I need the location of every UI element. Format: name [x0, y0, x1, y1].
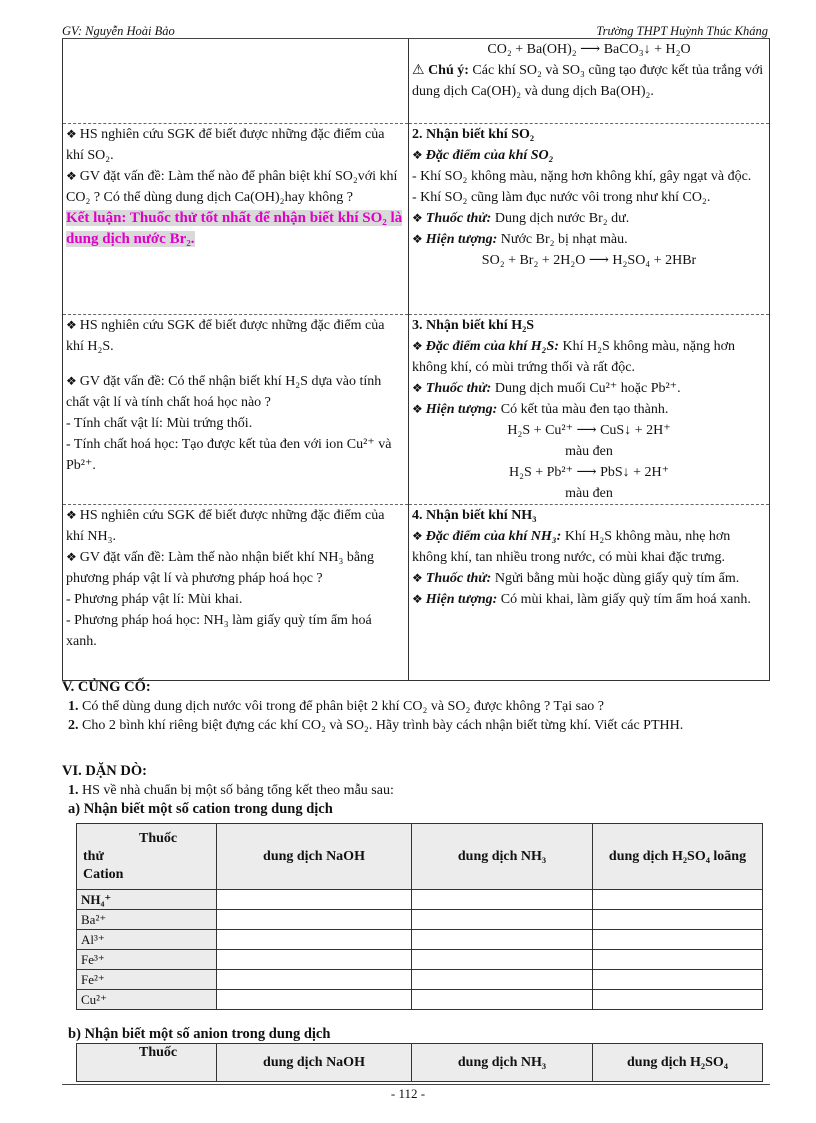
subsection-heading: 4. Nhận biết khí NH₃: [412, 507, 537, 523]
corner-cell: [77, 824, 217, 890]
key-item: [412, 568, 766, 589]
key-label: Thuốc thử:: [425, 210, 492, 226]
bullet-text: GV đặt vấn đề: Có thể nhận biết khí H₂S dựa vào tính chất vật lí và tính chất hoá học nào ?: [66, 373, 382, 410]
item-number: 1.: [68, 783, 79, 798]
key-text: Có mùi khai, làm giấy quỳ tím ẩm hoá xanh.: [497, 591, 751, 607]
table-a-title: a) Nhận biết một số cation trong dung dịch: [68, 801, 333, 817]
key-label: Đặc điểm của khí SO₂: [425, 147, 554, 163]
paragraph: - Khí SO₂ không màu, nặng hơn không khí, gây ngạt và độc.: [412, 168, 752, 184]
conclusion-text: Kết luận: Thuốc thử tốt nhất để nhận biết khí SO₂ là dung dịch nước Br₂.: [66, 209, 403, 247]
bullet-item: [66, 505, 405, 547]
anion-table: [76, 1043, 763, 1082]
section-homework: [62, 762, 772, 819]
diamond-bullet-icon: ❖: [412, 338, 426, 353]
subsection-heading: 3. Nhận biết khí H₂S: [412, 317, 535, 333]
key-item: [412, 399, 766, 420]
review-item-1: [62, 697, 772, 716]
spacer: [66, 357, 405, 371]
equation: H₂S + Pb²⁺ ⟶ PbS↓ + 2H⁺: [508, 464, 670, 480]
footer-rule: [62, 1084, 770, 1085]
cation-row: [77, 890, 763, 910]
diamond-bullet-icon: ❖: [412, 380, 426, 395]
key-text: Dung dịch nước Br₂ dư.: [491, 210, 630, 226]
bullet-text: HS nghiên cứu SGK để biết được những đặc điểm của khí H₂S.: [66, 317, 385, 354]
key-item: [412, 208, 766, 229]
item-number: 1.: [68, 699, 79, 714]
cation-row: [77, 970, 763, 990]
page-number: - 112 -: [390, 1086, 426, 1101]
diamond-bullet-icon: ❖: [66, 317, 80, 332]
key-label: Thuốc thử:: [425, 380, 492, 396]
col-header: dung dịch H₂SO₄: [593, 1044, 763, 1082]
bullet-item: [66, 315, 405, 357]
key-label: Hiện tượng:: [425, 591, 498, 607]
table-b-title: b) Nhận biết một số anion trong dung dịch: [68, 1026, 331, 1042]
key-label: Thuốc thử:: [425, 570, 492, 586]
lesson-row: [63, 39, 770, 123]
key-text: Ngửi bằng mùi hoặc dùng giấy quỳ tím ẩm.: [491, 570, 740, 586]
key-item: [412, 229, 766, 250]
content-cell: [409, 504, 770, 680]
cation-header-row: [77, 824, 763, 890]
bullet-item: [66, 166, 405, 208]
section-title: VI. DẶN DÒ:: [62, 763, 147, 779]
lesson-row: [63, 504, 770, 680]
paragraph: - Phương pháp vật lí: Mùi khai.: [66, 591, 243, 607]
subsection-heading: 2. Nhận biết khí SO₂: [412, 126, 535, 142]
key-label: Đặc điểm của khí NH₃:: [425, 528, 562, 544]
key-item: [412, 336, 766, 378]
lesson-row: [63, 123, 770, 314]
diamond-bullet-icon: ❖: [412, 570, 426, 585]
key-item: [412, 378, 766, 399]
col-header: dung dịch H₂SO₄ loãng: [593, 824, 763, 890]
paragraph: - Tính chất hoá học: Tạo được kết tủa đen với ion Cu²⁺ và Pb²⁺.: [66, 436, 392, 473]
col-header: dung dịch NH₃: [412, 1044, 593, 1082]
equation: CO₂ + Ba(OH)₂ ⟶ BaCO₃↓ + H₂O: [487, 42, 691, 57]
warning-icon: ⚠: [412, 63, 429, 78]
anion-header-row: [77, 1044, 763, 1082]
equation-note: màu đen: [565, 443, 613, 459]
key-item: [412, 145, 766, 166]
teacher-name: GV: Nguyễn Hoài Bảo: [62, 24, 175, 38]
paragraph: - Phương pháp hoá học: NH₃ làm giấy quỳ tím ẩm hoá xanh.: [66, 612, 372, 649]
item-text: Có thể dùng dung dịch nước vôi trong để phân biệt 2 khí CO₂ và SO₂ được không ? Tại sao ?: [82, 699, 605, 714]
item-text: Cho 2 bình khí riêng biệt đựng các khí CO₂ và SO₂. Hãy trình bày cách nhận biết từng khí. Viết các PTHH.: [82, 718, 684, 733]
corner-bot: Cation: [83, 866, 124, 882]
cation-row: [77, 990, 763, 1010]
equation: H₂S + Cu²⁺ ⟶ CuS↓ + 2H⁺: [507, 422, 671, 438]
key-text: Khí H₂S không màu, nặng hơn không khí, có mùi trứng thối và rất độc.: [412, 338, 735, 375]
cation-table: [76, 823, 763, 1010]
key-text: Có kết tủa màu đen tạo thành.: [497, 401, 669, 417]
key-label: Đặc điểm của khí H₂S:: [425, 338, 559, 354]
corner-top: Thuốc: [139, 830, 178, 846]
cation-label: Fe²⁺: [77, 970, 217, 990]
bullet-item: [66, 371, 405, 413]
note-label: Chú ý:: [428, 63, 469, 78]
bullet-item: [66, 547, 405, 589]
diamond-bullet-icon: ❖: [66, 549, 80, 564]
bullet-text: GV đặt vấn đề: Làm thế nào để phân biệt khí SO₂với khí CO₂ ? Có thể dùng dung dịch Ca(OH)₂hay không ?: [66, 168, 398, 205]
item-text: HS về nhà chuẩn bị một số bảng tổng kết theo mẫu sau:: [82, 783, 394, 798]
key-item: [412, 526, 766, 568]
bullet-text: GV đặt vấn đề: Làm thế nào nhận biết khí NH₃ bằng phương pháp vật lí và phương pháp hoá học ?: [66, 549, 375, 586]
diamond-bullet-icon: ❖: [66, 507, 80, 522]
equation: SO₂ + Br₂ + 2H₂O ⟶ H₂SO₄ + 2HBr: [481, 252, 697, 268]
activity-cell: [63, 123, 409, 314]
activity-cell: [63, 39, 409, 123]
col-header: dung dịch NaOH: [217, 1044, 412, 1082]
col-header: dung dịch NH₃: [412, 824, 593, 890]
key-item: [412, 589, 766, 610]
cation-label: Al³⁺: [77, 930, 217, 950]
diamond-bullet-icon: ❖: [66, 168, 80, 183]
corner-cell: Thuốc: [77, 1044, 217, 1082]
cation-label: Cu²⁺: [77, 990, 217, 1010]
cation-row: [77, 950, 763, 970]
key-text: Khí H₂S không màu, nhẹ hơn không khí, tan nhiều trong nước, có mùi khai đặc trưng.: [412, 528, 731, 565]
diamond-bullet-icon: ❖: [412, 147, 426, 162]
diamond-bullet-icon: ❖: [66, 126, 80, 141]
bullet-item: [66, 124, 405, 166]
content-cell: [409, 314, 770, 504]
bullet-text: HS nghiên cứu SGK để biết được những đặc điểm của khí SO₂.: [66, 126, 385, 163]
cation-label: NH₄⁺: [77, 890, 217, 910]
section-review: [62, 678, 772, 735]
lesson-table: [62, 39, 770, 681]
activity-cell: [63, 314, 409, 504]
school-name: Trường THPT Huỳnh Thúc Kháng: [596, 24, 768, 38]
activity-cell: [63, 504, 409, 680]
diamond-bullet-icon: ❖: [412, 591, 426, 606]
equation-note: màu đen: [565, 485, 613, 501]
item-number: 2.: [68, 718, 79, 733]
content-cell: [409, 39, 770, 123]
key-label: Hiện tượng:: [425, 231, 498, 247]
key-label: Hiện tượng:: [425, 401, 498, 417]
paragraph: - Khí SO₂ cũng làm đục nước vôi trong như khí CO₂.: [412, 189, 711, 205]
diamond-bullet-icon: ❖: [412, 231, 426, 246]
note-text: Các khí SO₂ và SO₃ cũng tạo được kết tủa trắng với dung dịch Ca(OH)₂ và dung dịch Ba(OH)₂.: [412, 63, 764, 99]
cation-row: [77, 930, 763, 950]
key-text: Nước Br₂ bị nhạt màu.: [497, 231, 628, 247]
cation-label: Ba²⁺: [77, 910, 217, 930]
diamond-bullet-icon: ❖: [412, 210, 426, 225]
content-cell: [409, 123, 770, 314]
section-title: V. CỦNG CỐ:: [62, 679, 151, 695]
lesson-row: [63, 314, 770, 504]
col-header: dung dịch NaOH: [217, 824, 412, 890]
diamond-bullet-icon: ❖: [66, 373, 80, 388]
review-item-2: [62, 716, 772, 735]
paragraph: - Tính chất vật lí: Mùi trứng thối.: [66, 415, 253, 431]
key-text: Dung dịch muối Cu²⁺ hoặc Pb²⁺.: [491, 380, 681, 396]
cation-row: [77, 910, 763, 930]
conclusion: [66, 208, 405, 250]
cation-label: Fe³⁺: [77, 950, 217, 970]
note-item: [412, 60, 766, 102]
diamond-bullet-icon: ❖: [412, 401, 426, 416]
homework-item: [62, 781, 772, 800]
corner-mid: thử: [83, 848, 104, 864]
bullet-text: HS nghiên cứu SGK để biết được những đặc điểm của khí NH₃.: [66, 507, 385, 544]
diamond-bullet-icon: ❖: [412, 528, 426, 543]
